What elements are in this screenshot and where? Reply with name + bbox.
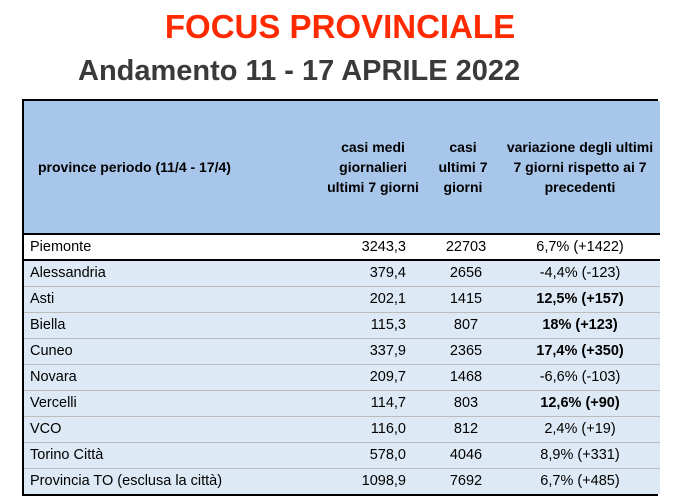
avg-daily-cases-cell: 202,1	[320, 286, 426, 312]
table-row	[24, 364, 660, 390]
province-name-cell: Alessandria	[24, 260, 320, 286]
province-name-cell: Provincia TO (esclusa la città)	[30, 473, 223, 490]
table-row	[24, 260, 660, 286]
table-header	[24, 101, 660, 234]
province-name-cell: Piemonte	[24, 234, 320, 260]
avg-daily-cases-cell: 337,9	[320, 338, 426, 364]
province-name-cell: Biella	[24, 312, 320, 338]
cases-7-days-cell: 7692	[449, 473, 483, 490]
avg-daily-cases-cell: 3243,3	[320, 234, 426, 260]
variation-cell: 18% (+123)	[500, 312, 660, 338]
table-row	[24, 338, 660, 364]
province-name-cell: VCO	[24, 416, 320, 442]
province-name-cell: Novara	[24, 364, 320, 390]
variation-cell: 2,4% (+19)	[500, 416, 660, 442]
variation-cell: -4,4% (-123)	[500, 260, 660, 286]
province-table	[24, 101, 660, 494]
avg-daily-cases-cell: 209,7	[320, 364, 426, 390]
variation-cell: 8,9% (+331)	[500, 442, 660, 468]
cases-7-days-cell: 2365	[426, 338, 500, 364]
table-row	[24, 286, 660, 312]
table-row	[24, 234, 660, 260]
avg-daily-cases-cell: 578,0	[320, 442, 426, 468]
cases-7-days-cell: 807	[426, 312, 500, 338]
variation-cell: -6,6% (-103)	[500, 364, 660, 390]
province-name-cell: Torino Città	[24, 442, 320, 468]
cases-7-days-cell: 812	[426, 416, 500, 442]
province-name-cell: Cuneo	[24, 338, 320, 364]
province-name-cell: Asti	[24, 286, 320, 312]
variation-cell: 12,6% (+90)	[500, 390, 660, 416]
header-province-period: province periodo (11/4 - 17/4)	[24, 101, 320, 234]
page-subtitle: Andamento 11 - 17 APRILE 2022	[78, 55, 521, 87]
cases-7-days-cell: 22703	[426, 234, 500, 260]
table-row	[24, 468, 660, 494]
table-row	[24, 390, 660, 416]
table-row	[24, 312, 660, 338]
cases-7-days-cell: 1415	[426, 286, 500, 312]
header-variation: variazione degli ultimi 7 giorni rispetto ai 7 precedenti	[500, 101, 660, 234]
avg-daily-cases-cell: 379,4	[320, 260, 426, 286]
table-body	[24, 234, 660, 494]
province-table-container	[22, 99, 658, 496]
variation-cell: 6,7% (+1422)	[500, 234, 660, 260]
avg-daily-cases-cell: 114,7	[320, 390, 426, 416]
variation-cell: 17,4% (+350)	[500, 338, 660, 364]
cases-7-days-cell: 1468	[426, 364, 500, 390]
header-avg-daily-cases: casi medi giornalieri ultimi 7 giorni	[320, 101, 426, 234]
header-cases-7-days: casi ultimi 7 giorni	[426, 101, 500, 234]
avg-daily-cases-cell: 1098,9	[361, 473, 406, 490]
avg-daily-cases-cell: 115,3	[320, 312, 426, 338]
cases-7-days-cell: 4046	[426, 442, 500, 468]
province-name-cell: Vercelli	[24, 390, 320, 416]
variation-cell: 12,5% (+157)	[500, 286, 660, 312]
page-title: FOCUS PROVINCIALE	[164, 8, 516, 45]
cases-7-days-cell: 803	[426, 390, 500, 416]
variation-cell: 6,7% (+485)	[540, 473, 620, 490]
avg-daily-cases-cell: 116,0	[320, 416, 426, 442]
table-row	[24, 442, 660, 468]
cases-7-days-cell: 2656	[426, 260, 500, 286]
table-row	[24, 416, 660, 442]
